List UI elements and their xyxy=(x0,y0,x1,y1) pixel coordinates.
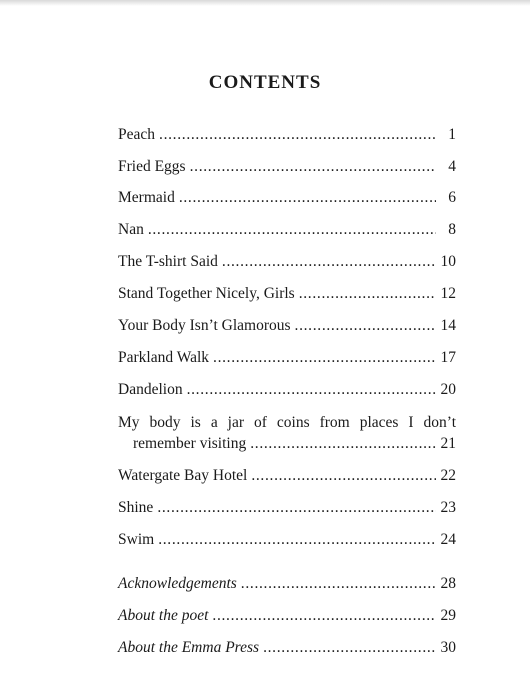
leader-dots xyxy=(148,219,436,240)
toc-entry-label: Shine xyxy=(118,499,154,516)
toc-entry-swim[interactable] xyxy=(118,529,456,550)
toc-entry-about-the-poet[interactable] xyxy=(118,605,456,626)
leader-dots xyxy=(295,315,436,336)
toc-entry-parkland-walk[interactable] xyxy=(118,347,456,368)
leader-dots xyxy=(299,283,436,304)
toc-entry-label: About the poet xyxy=(118,607,209,624)
toc-entry-stand-together[interactable] xyxy=(118,283,456,304)
leader-dots xyxy=(250,433,436,454)
toc-entry-label: Your Body Isn’t Glamorous xyxy=(118,317,291,334)
toc-entry-page: 24 xyxy=(440,531,456,548)
leader-dots xyxy=(241,573,436,594)
toc-entry-page: 17 xyxy=(440,349,456,366)
toc-entry-dandelion[interactable] xyxy=(118,379,456,400)
leader-dots xyxy=(159,124,436,145)
toc-entry-label: Swim xyxy=(118,531,155,548)
toc-entry-label: Parkland Walk xyxy=(118,349,210,366)
toc-entry-label: Mermaid xyxy=(118,189,175,206)
toc-entry-label: Nan xyxy=(118,221,144,238)
toc-entry-page: 21 xyxy=(440,435,456,452)
toc-entry-the-t-shirt-said[interactable] xyxy=(118,251,456,272)
toc-entry-page: 10 xyxy=(440,253,456,270)
toc-entry-page: 8 xyxy=(448,221,456,238)
toc-entry-page: 30 xyxy=(440,639,456,656)
toc-entry-my-body-is-a-jar[interactable] xyxy=(118,412,456,454)
toc-entry-page: 20 xyxy=(440,381,456,398)
toc-entry-peach[interactable] xyxy=(118,124,456,145)
toc-entry-mermaid[interactable] xyxy=(118,187,456,208)
toc-entry-acknowledgements[interactable] xyxy=(118,573,456,594)
toc-entry-label: Dandelion xyxy=(118,381,183,398)
toc-entry-label: Stand Together Nicely, Girls xyxy=(118,285,295,302)
toc-entry-label: Watergate Bay Hotel xyxy=(118,467,248,484)
toc-entry-about-the-emma-press[interactable] xyxy=(118,637,456,658)
toc-entry-fried-eggs[interactable] xyxy=(118,156,456,177)
page-top-shadow xyxy=(0,0,530,6)
toc-entry-page: 1 xyxy=(448,126,456,143)
leader-dots xyxy=(213,347,436,368)
toc-entry-page: 6 xyxy=(448,189,456,206)
toc-entry-page: 29 xyxy=(440,607,456,624)
toc-entry-watergate-bay-hotel[interactable] xyxy=(118,465,456,486)
toc-entry-label: Acknowledgements xyxy=(118,575,237,592)
toc-entry-label-line2: remember visiting xyxy=(133,435,247,452)
toc-entry-page: 14 xyxy=(440,317,456,334)
toc-entry-page: 22 xyxy=(440,467,456,484)
toc-entry-page: 12 xyxy=(440,285,456,302)
leader-dots xyxy=(157,497,436,518)
toc-entry-shine[interactable] xyxy=(118,497,456,518)
leader-dots xyxy=(187,379,436,400)
toc-entry-label-line1: My body is a jar of coins from places I don’t xyxy=(118,414,456,431)
toc-entry-label: Fried Eggs xyxy=(118,158,186,175)
leader-dots xyxy=(158,529,436,550)
toc-entry-page: 23 xyxy=(440,499,456,516)
toc-entry-label: The T-shirt Said xyxy=(118,253,218,270)
contents-title: CONTENTS xyxy=(208,72,322,93)
toc-entry-nan[interactable] xyxy=(118,219,456,240)
leader-dots xyxy=(222,251,436,272)
leader-dots xyxy=(251,465,436,486)
toc-entry-label: Peach xyxy=(118,126,156,143)
leader-dots xyxy=(190,156,436,177)
leader-dots xyxy=(179,187,436,208)
toc-entry-label: About the Emma Press xyxy=(118,639,260,656)
leader-dots xyxy=(212,605,436,626)
leader-dots xyxy=(263,637,436,658)
toc-entry-page: 28 xyxy=(440,575,456,592)
toc-entry-page: 4 xyxy=(448,158,456,175)
toc-entry-your-body[interactable] xyxy=(118,315,456,336)
